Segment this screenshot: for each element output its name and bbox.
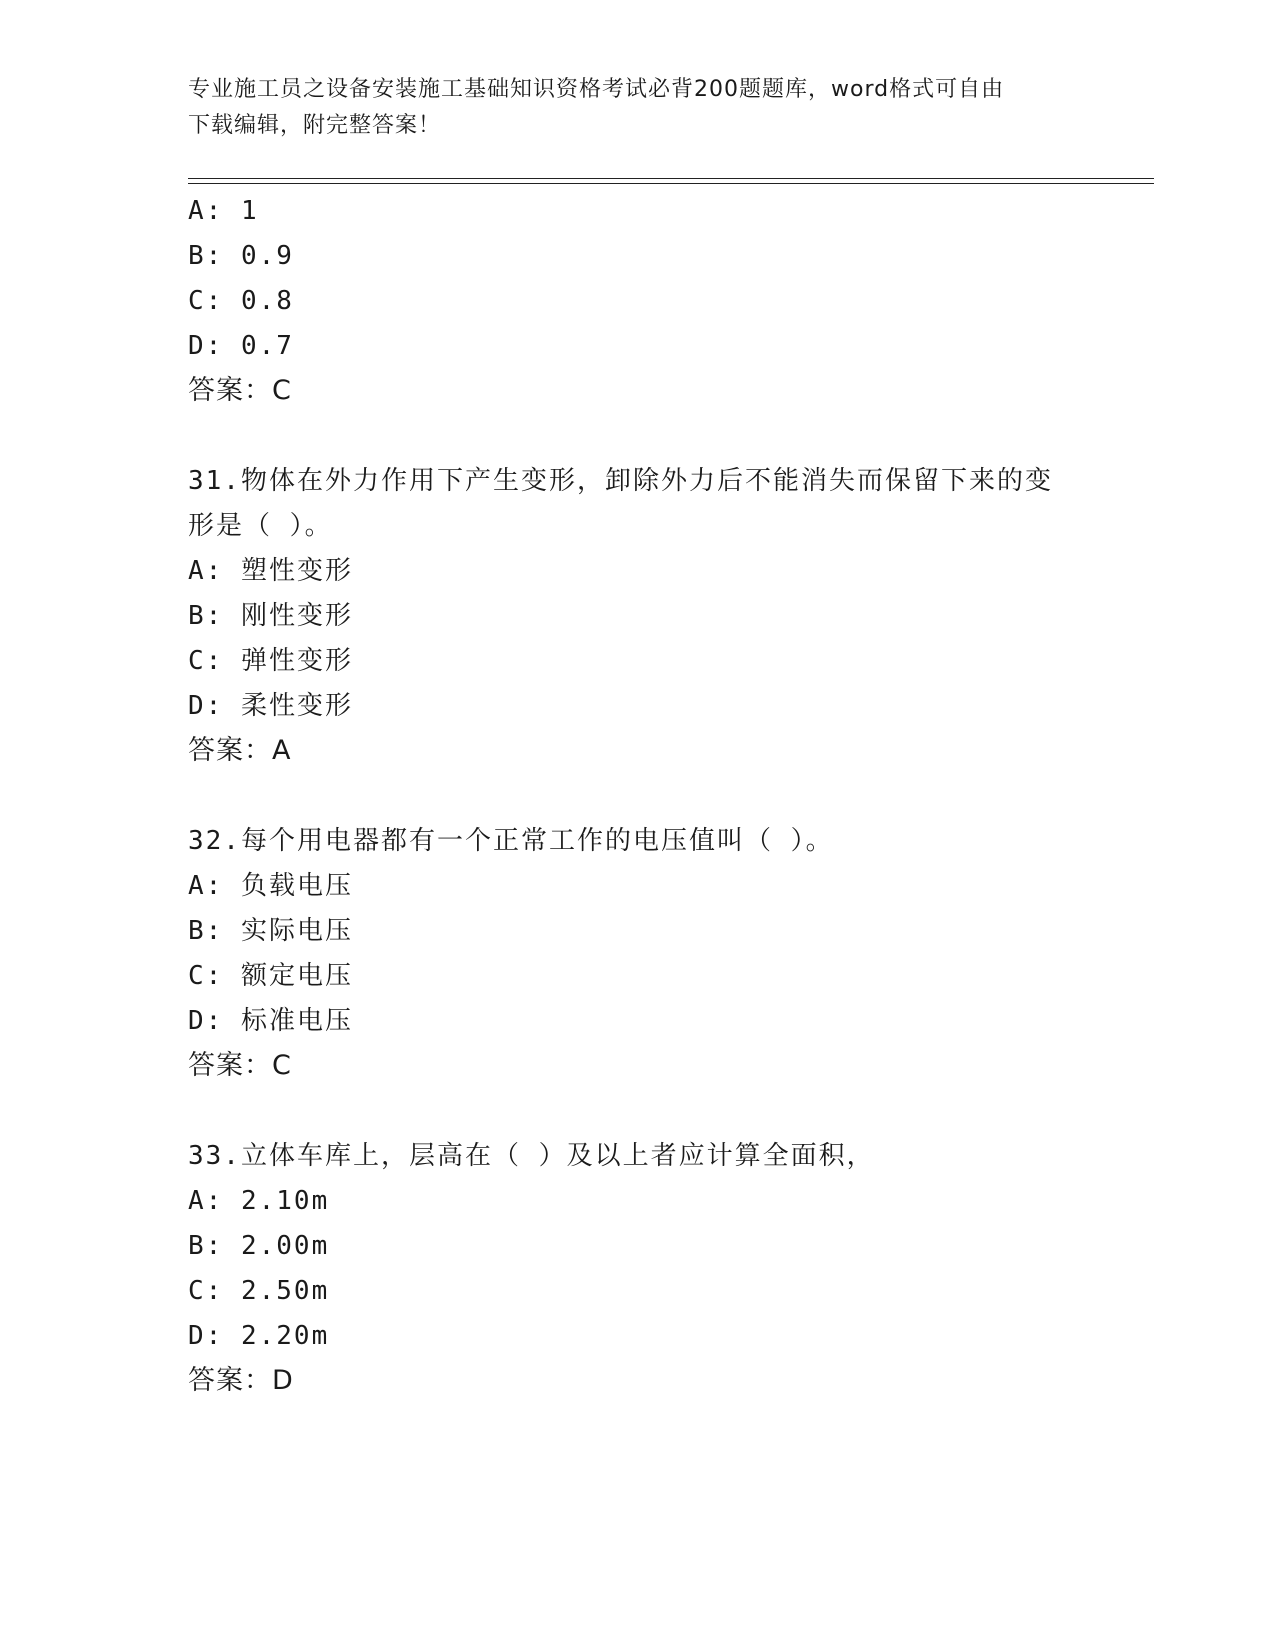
q32-stem-line-1: 32.每个用电器都有一个正常工作的电压值叫（ ）。 — [188, 826, 834, 856]
q30-answer: 答案：C — [188, 375, 292, 406]
header-rule-top — [188, 178, 1154, 179]
q31-option-a: A: 塑性变形 — [188, 556, 353, 586]
document-header — [188, 72, 1088, 144]
q32-option-d: D: 标准电压 — [188, 1006, 353, 1036]
q32-option-c: C: 额定电压 — [188, 961, 353, 991]
q30-option-c: C: 0.8 — [188, 286, 294, 316]
q31-option-d: D: 柔性变形 — [188, 691, 353, 721]
q32-answer: 答案：C — [188, 1050, 292, 1081]
q33-option-d: D: 2.20m — [188, 1321, 330, 1351]
q33-stem-line-1: 33.立体车库上，层高在（ ）及以上者应计算全面积， — [188, 1141, 875, 1171]
q31-stem-line-1: 31.物体在外力作用下产生变形，卸除外力后不能消失而保留下来的变 — [188, 466, 1053, 496]
q32-option-b: B: 实际电压 — [188, 916, 353, 946]
header-title-line-1: 专业施工员之设备安装施工基础知识资格考试必背200题题库，word格式可自由 — [188, 77, 1005, 102]
q33-option-c: C: 2.50m — [188, 1276, 330, 1306]
q31-option-c: C: 弹性变形 — [188, 646, 353, 676]
q32-option-a: A: 负载电压 — [188, 871, 353, 901]
q33-option-b: B: 2.00m — [188, 1231, 330, 1261]
q33-option-a: A: 2.10m — [188, 1186, 330, 1216]
header-rule-bottom — [188, 183, 1154, 184]
q31-option-b: B: 刚性变形 — [188, 601, 353, 631]
q31-answer: 答案：A — [188, 735, 292, 766]
q33-answer: 答案：D — [188, 1365, 294, 1396]
header-title-line-2: 下载编辑，附完整答案！ — [188, 113, 442, 138]
q30-option-d: D: 0.7 — [188, 331, 294, 361]
q30-option-b: B: 0.9 — [188, 241, 294, 271]
q30-option-a: A: 1 — [188, 196, 259, 226]
q31-stem-line-2: 形是（ ）。 — [188, 511, 333, 541]
